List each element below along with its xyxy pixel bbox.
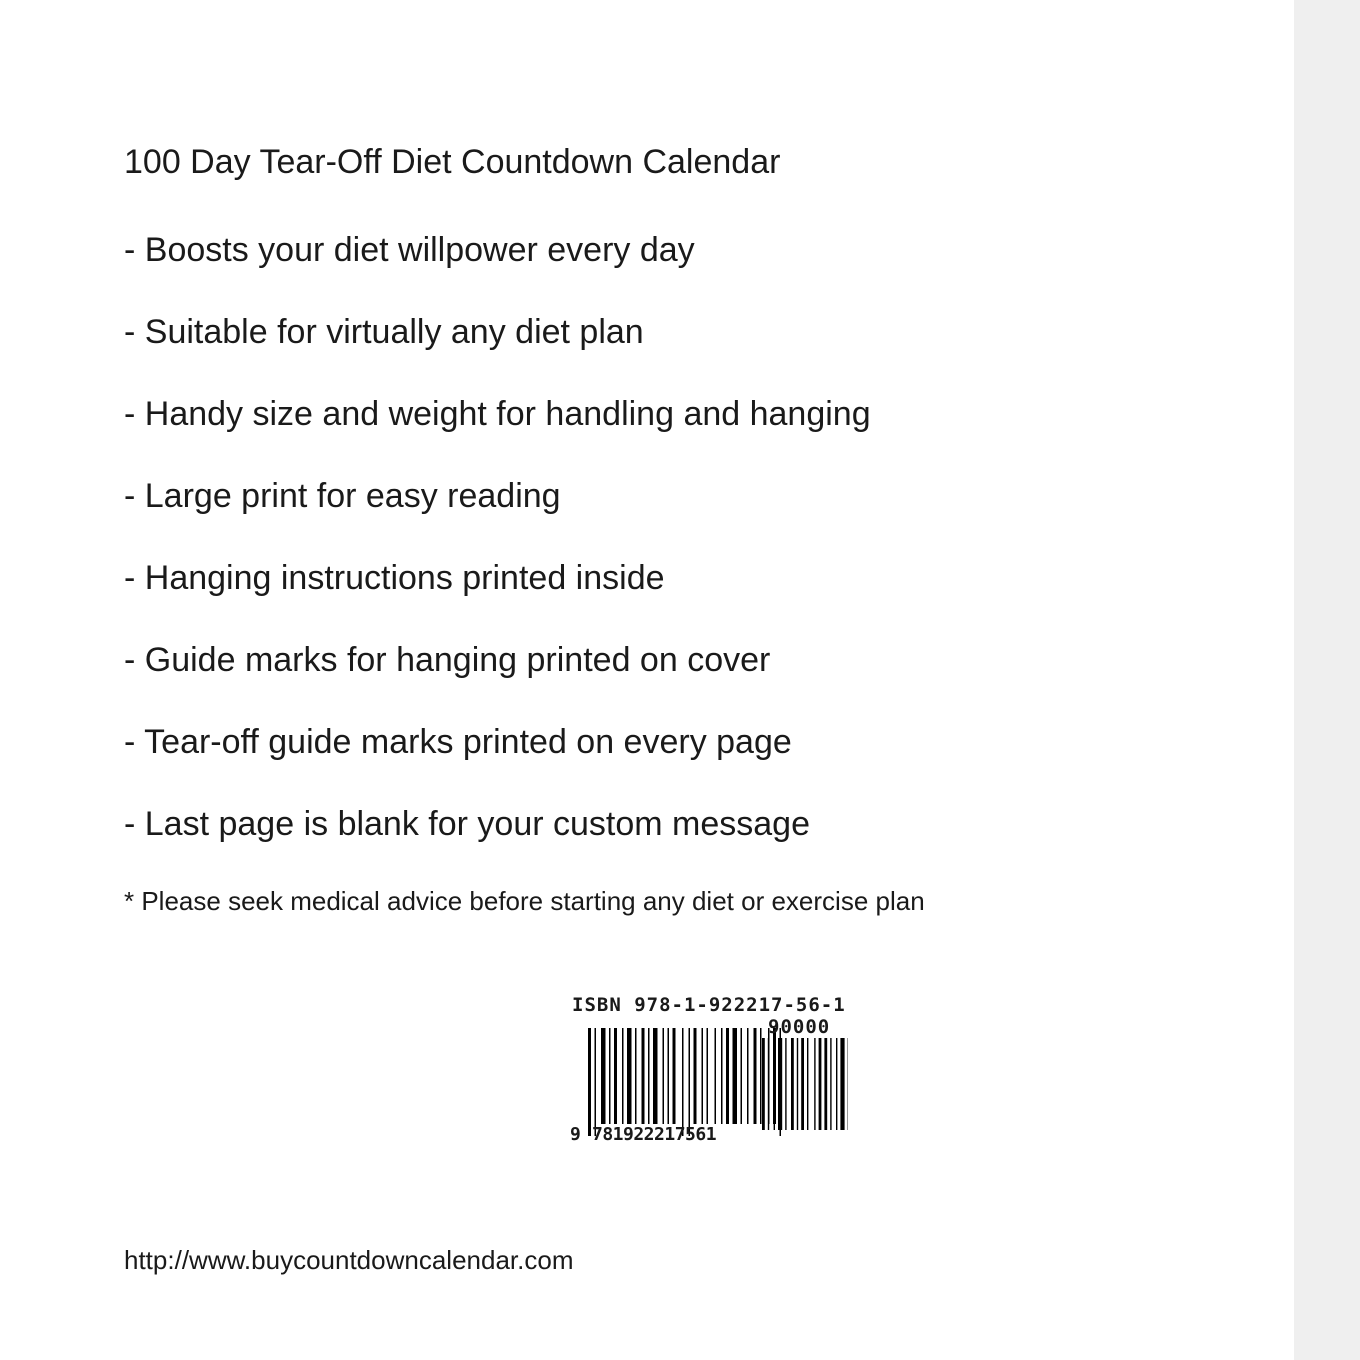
barcode-addon-bar	[762, 1038, 765, 1130]
barcode-addon-code: 90000	[768, 1016, 831, 1038]
feature-item: - Large print for easy reading	[124, 477, 561, 515]
barcode-bar	[614, 1028, 617, 1124]
gray-margin-strip	[1294, 0, 1360, 1360]
barcode-bar	[689, 1028, 691, 1136]
barcode-addon-bar	[801, 1038, 804, 1130]
barcode-bar	[663, 1028, 665, 1124]
isbn-label: ISBN 978-1-922217-56-1	[572, 994, 846, 1016]
barcode-bar	[721, 1028, 723, 1124]
feature-item: - Tear-off guide marks printed on every page	[124, 723, 792, 761]
feature-item: - Handy size and weight for handling and hanging	[124, 395, 871, 433]
barcode-addon-bar	[814, 1038, 815, 1130]
barcode-digits: 781922217561	[592, 1124, 717, 1145]
barcode-bar	[673, 1028, 676, 1124]
barcode-bar	[601, 1028, 606, 1124]
barcode-addon-bar	[840, 1038, 844, 1130]
barcode-bar	[741, 1028, 743, 1124]
isbn-barcode	[568, 994, 848, 1154]
barcode-bar	[715, 1028, 717, 1124]
barcode-bar	[760, 1028, 762, 1124]
feature-item: - Boosts your diet willpower every day	[124, 231, 695, 269]
barcode-bar	[707, 1028, 709, 1124]
feature-list	[124, 230, 871, 886]
barcode-bar	[588, 1028, 591, 1136]
feature-item: - Suitable for virtually any diet plan	[124, 313, 644, 351]
barcode-bar	[622, 1028, 624, 1124]
barcode-addon-bar	[778, 1038, 782, 1130]
barcode-addon-bar	[807, 1038, 808, 1130]
barcode-bar	[668, 1028, 670, 1124]
barcode-addon-bar	[836, 1038, 837, 1130]
barcode-bar	[635, 1028, 637, 1124]
barcode-bar	[682, 1028, 684, 1136]
barcode-addon-bar	[791, 1038, 794, 1130]
barcode-bar	[642, 1028, 645, 1124]
barcode-bar	[726, 1028, 729, 1124]
feature-item: - Last page is blank for your custom message	[124, 805, 810, 843]
barcode-addon-bar	[785, 1038, 786, 1130]
barcode-first-digit: 9	[570, 1124, 581, 1145]
barcode-addon-bar	[830, 1038, 831, 1130]
barcode-bar	[595, 1028, 597, 1136]
barcode-bar	[648, 1028, 650, 1124]
barcode-addon-bar	[797, 1038, 798, 1130]
cover-title: 100 Day Tear-Off Diet Countdown Calendar	[124, 143, 781, 181]
barcode-addon-bar	[824, 1038, 827, 1130]
barcode-addon-bar	[819, 1038, 822, 1130]
barcode-addon-bar	[774, 1038, 775, 1130]
feature-item: - Hanging instructions printed inside	[124, 559, 665, 597]
barcode-bar	[627, 1028, 632, 1124]
barcode-bar	[694, 1028, 697, 1124]
barcode-bar	[733, 1028, 738, 1124]
barcode-addon-bar	[768, 1038, 769, 1130]
feature-item: - Guide marks for hanging printed on cover	[124, 641, 771, 679]
barcode-bar	[747, 1028, 749, 1124]
medical-disclaimer: * Please seek medical advice before starting any diet or exercise plan	[124, 886, 925, 916]
barcode-bar	[702, 1028, 704, 1124]
barcode-bar	[609, 1028, 611, 1124]
barcode-bar	[754, 1028, 757, 1124]
barcode-bar	[653, 1028, 658, 1124]
website-url: http://www.buycountdowncalendar.com	[124, 1245, 574, 1275]
